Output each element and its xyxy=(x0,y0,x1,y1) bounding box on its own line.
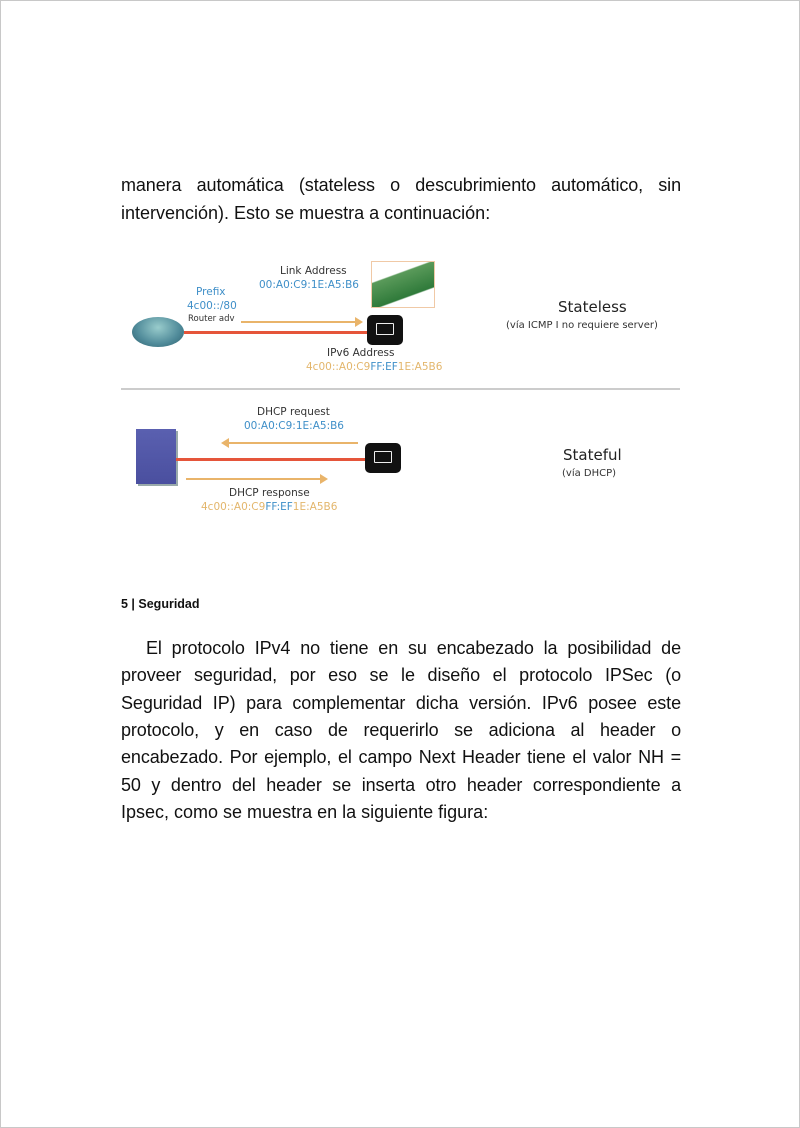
ipv6-part: FF:EF xyxy=(370,361,398,373)
dhcp-response-arrow xyxy=(186,478,326,480)
divider xyxy=(121,388,680,390)
dhcp-request-value: 00:A0:C9:1E:A5:B6 xyxy=(244,420,344,432)
stateful-subtitle: (vía DHCP) xyxy=(562,468,617,479)
dhcp-link-line xyxy=(176,458,366,461)
router-icon xyxy=(132,317,184,347)
section-heading: 5 | Seguridad xyxy=(121,597,200,611)
paragraph-line: encabezado. Por ejemplo, el campo Next Header tiene el valor NH = xyxy=(121,747,681,767)
router-adv-label: Router adv xyxy=(188,314,235,324)
prefix-value: 4c00::/80 xyxy=(187,300,237,312)
ipv6-part: 1E:A5B6 xyxy=(397,361,443,373)
ipv6-part: 4c00::A0:C9 xyxy=(306,361,371,373)
network-card-image xyxy=(371,261,435,308)
link-line xyxy=(184,331,369,334)
paragraph-line: Seguridad IP) para complementar dicha versión. IPv6 posee este xyxy=(121,693,681,713)
dhcp-response-label: DHCP response xyxy=(229,487,310,499)
stateless-subtitle: (vía ICMP I no requiere server) xyxy=(506,320,658,331)
paragraph-line: El protocolo IPv4 no tiene en su encabezado la posibilidad de xyxy=(146,638,681,658)
ipv6-part: 1E:A5B6 xyxy=(292,501,338,513)
ipv6-address-value xyxy=(306,361,442,373)
stateless-title: Stateless xyxy=(558,298,627,316)
intro-line: manera automática (stateless o descubrimiento automático, sin xyxy=(121,175,681,195)
ipv6-part: FF:EF xyxy=(265,501,293,513)
laptop-icon xyxy=(365,443,401,473)
paragraph-line: proveer seguridad, por eso se le diseño el protocolo IPSec (o xyxy=(121,665,681,685)
paragraph-line: 50 y dentro del header se inserta otro header correspondiente a xyxy=(121,775,681,795)
ipv6-address-label: IPv6 Address xyxy=(327,347,395,359)
paragraph-line: protocolo, y en caso de requerirlo se adiciona al header o xyxy=(121,720,681,740)
paragraph-line: Ipsec, como se muestra en la siguiente figura: xyxy=(121,802,489,822)
laptop-icon xyxy=(367,315,403,345)
stateful-title: Stateful xyxy=(563,446,622,464)
intro-line: intervención). Esto se muestra a continuación: xyxy=(121,203,491,223)
link-address-label: Link Address xyxy=(280,265,347,277)
prefix-label: Prefix xyxy=(196,286,226,298)
server-icon xyxy=(136,429,176,484)
link-address-value: 00:A0:C9:1E:A5:B6 xyxy=(259,279,359,291)
router-adv-arrow xyxy=(241,321,361,323)
dhcp-request-label: DHCP request xyxy=(257,406,330,418)
ipv6-part: 4c00::A0:C9 xyxy=(201,501,266,513)
dhcp-request-arrow xyxy=(223,442,358,444)
dhcp-response-value xyxy=(201,501,337,513)
